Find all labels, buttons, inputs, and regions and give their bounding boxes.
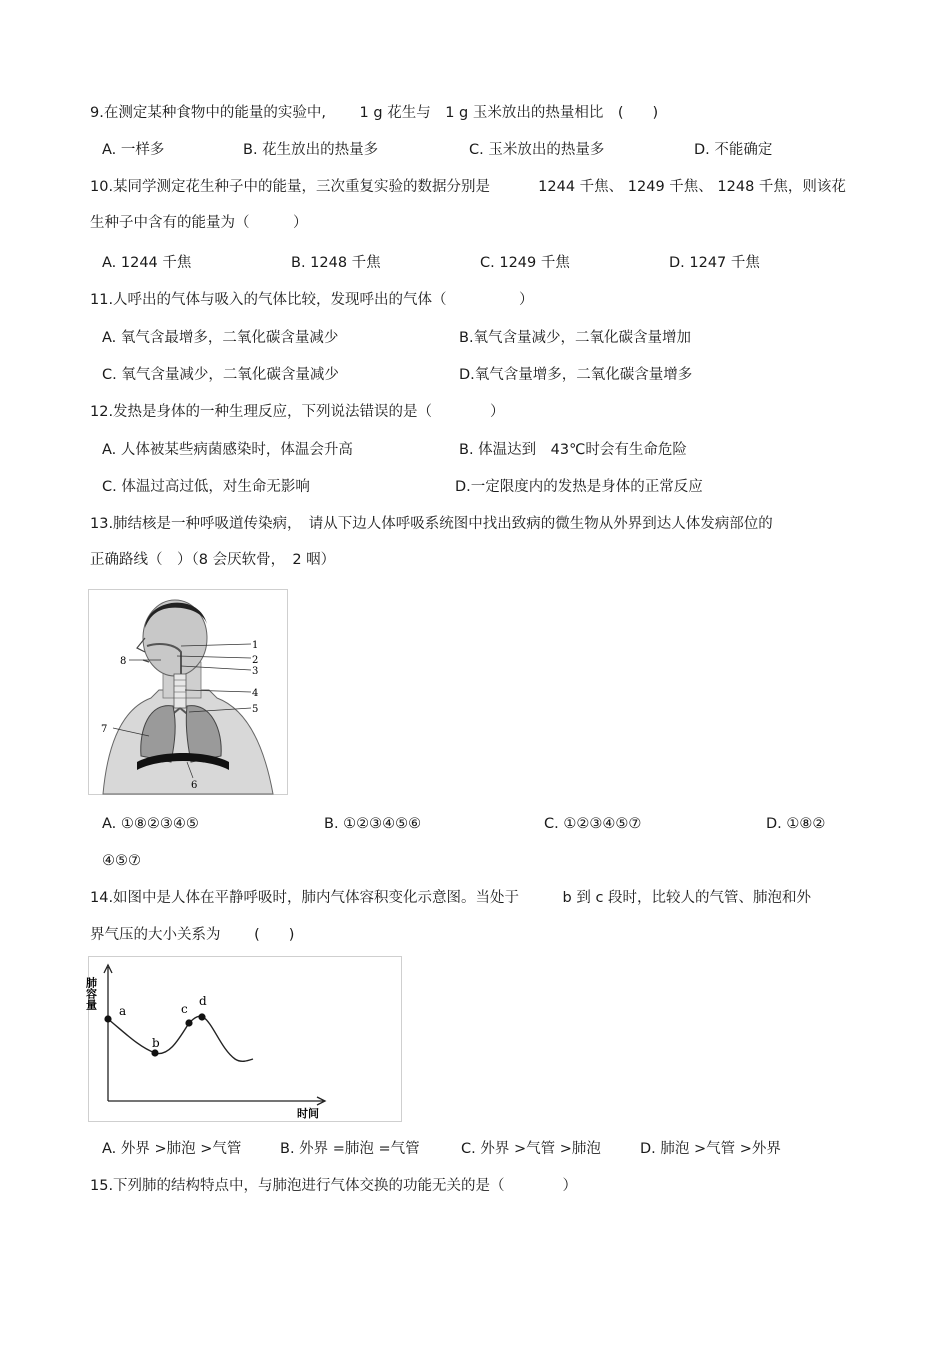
label-4: 4: [252, 688, 259, 699]
x-axis-label: 时间: [297, 1107, 319, 1120]
q13-option-a: A. ①⑧②③④⑤: [102, 816, 199, 832]
q11-option-c: C. 氧气含量减少，二氧化碳含量减少: [102, 367, 339, 383]
q10-option-d: D. 1247 千焦: [669, 255, 760, 271]
q10-option-c: C. 1249 千焦: [480, 255, 570, 271]
q12-option-b: B. 体温达到 43℃时会有生命危险: [459, 442, 687, 458]
question-12-text: 12.发热是身体的一种生理反应，下列说法错误的是（ ）: [90, 404, 505, 420]
q14-option-c: C. 外界 >气管 >肺泡: [461, 1141, 601, 1157]
question-9-text: 9.在测定某种食物中的能量的实验中, 1 g 花生与 1 g 玉米放出的热量相比 ( ): [90, 105, 659, 121]
q12-option-a: A. 人体被某些病菌感染时，体温会升高: [102, 442, 353, 458]
q12-option-d: D.一定限度内的发热是身体的正常反应: [455, 479, 703, 495]
q13-option-d-continued: ④⑤⑦: [102, 853, 141, 869]
y-axis-label: 肺容量: [84, 977, 98, 1010]
label-7: 7: [101, 724, 108, 735]
q9-option-b: B. 花生放出的热量多: [243, 142, 379, 158]
question-10-text-line2: 生种子中含有的能量为（ ）: [90, 215, 308, 231]
q14-option-b: B. 外界 =肺泡 =气管: [280, 1141, 420, 1157]
lung-volume-graph: [84, 956, 402, 1122]
respiratory-system-diagram: [89, 590, 287, 794]
lung-volume-chart: [84, 957, 401, 1121]
point-b-label: b: [152, 1036, 160, 1050]
q10-option-a: A. 1244 千焦: [102, 255, 192, 271]
question-14-text-line2: 界气压的大小关系为 ( ): [90, 927, 295, 943]
label-1: 1: [252, 640, 259, 651]
q13-option-c: C. ①②③④⑤⑦: [544, 816, 642, 832]
point-a-label: a: [119, 1004, 127, 1018]
question-11-text: 11.人呼出的气体与吸入的气体比较，发现呼出的气体（ ）: [90, 292, 534, 308]
label-3: 3: [252, 666, 259, 677]
label-2: 2: [252, 655, 259, 666]
label-5: 5: [252, 704, 259, 715]
point-a: [104, 1015, 111, 1022]
point-d-label: d: [199, 994, 207, 1008]
q9-option-d: D. 不能确定: [694, 142, 773, 158]
q10-option-b: B. 1248 千焦: [291, 255, 381, 271]
q11-option-a: A. 氧气含最增多，二氧化碳含量减少: [102, 330, 339, 346]
point-b: [151, 1049, 158, 1056]
label-6: 6: [191, 780, 198, 791]
question-13-text-line1: 13.肺结核是一种呼吸道传染病， 请从下边人体呼吸系统图中找出致病的微生物从外界到达人体发病部位的: [90, 516, 773, 532]
question-13-text-line2: 正确路线（ ）（8 会厌软骨， 2 咽）: [90, 552, 336, 568]
label-8: 8: [120, 656, 127, 667]
q14-option-d: D. 肺泡 >气管 >外界: [640, 1141, 781, 1157]
q11-option-b: B.氧气含量减少，二氧化碳含量增加: [459, 330, 692, 346]
q14-option-a: A. 外界 >肺泡 >气管: [102, 1141, 242, 1157]
question-10-text-line1: 10.某同学测定花生种子中的能量，三次重复实验的数据分别是 1244 千焦、 1249 千焦、 1248 千焦，则该花: [90, 179, 846, 195]
point-c: [185, 1019, 192, 1026]
q9-option-a: A. 一样多: [102, 142, 165, 158]
q11-option-d: D.氧气含量增多，二氧化碳含量增多: [459, 367, 693, 383]
question-14-text-line1: 14.如图中是人体在平静呼吸时，肺内气体容积变化示意图。当处于 b 到 c 段时，比较人的气管、肺泡和外: [90, 890, 812, 906]
point-c-label: c: [181, 1002, 188, 1016]
q13-option-d: D. ①⑧②: [766, 816, 826, 832]
respiratory-system-figure: [88, 589, 288, 795]
q13-option-b: B. ①②③④⑤⑥: [324, 816, 422, 832]
point-d: [198, 1013, 205, 1020]
q12-option-c: C. 体温过高过低，对生命无影响: [102, 479, 310, 495]
question-15-text: 15.下列肺的结构特点中，与肺泡进行气体交换的功能无关的是（ ）: [90, 1178, 578, 1194]
q9-option-c: C. 玉米放出的热量多: [469, 142, 605, 158]
